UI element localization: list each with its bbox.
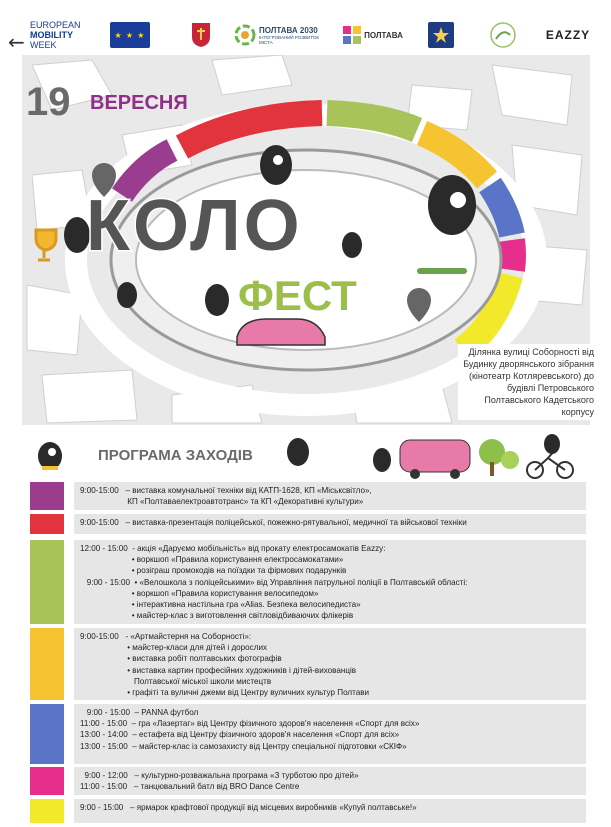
program-row [30,540,586,624]
bicycle-icon [527,434,573,478]
ring-segment-pink [512,240,513,270]
program-line: • майстер-класи для дітей і дорослих [80,643,268,653]
program-color-swatch [30,628,64,700]
program-line: 9:00-15:00 - «Артмайстерня на Соборності»: [80,632,252,641]
mascot-flag-icon [30,434,70,474]
program-color-swatch [30,704,64,764]
program-row [30,514,586,534]
program-line: КП «Полтаваелектроавтотранс» та КП «Декоративні культури» [80,497,364,507]
program-row-text [74,767,586,795]
program-line: • інтерактивна настільна гра «Alias. Безпека велосипедиста» [80,600,361,610]
program-row-text [74,540,586,624]
program-row [30,704,586,764]
event-date-month: ВЕРЕСНЯ [90,92,188,114]
program-title: ПРОГРАМА ЗАХОДІВ [98,447,253,464]
poltava-brand-text: ПОЛТАВА [364,30,403,40]
emw-line-2: MOBILITY [30,30,73,40]
program-color-swatch [30,514,64,534]
program-line: • розіграш промокодів на поїздки та фірмових подарунків [80,566,347,576]
event-date-day: 19 [26,80,71,124]
festival-title: КОЛО [86,186,303,266]
emw-line-3: WEEK [30,40,57,50]
poltava-2030-subtitle: ІНТЕГРОВАНИЙ РОЗВИТОК МІСТА [259,34,319,45]
program-color-swatch [30,799,64,823]
program-row-text [74,704,586,764]
festival-subtitle: ФЕСТ [238,272,357,319]
program-row-text [74,628,586,700]
program-line: 9:00 - 15:00 – PANNA футбол [80,708,199,717]
program-line: 11:00 - 15:00 – танцювальний батл від BRO Dance Centre [80,782,300,792]
program-line: 9:00-15:00 – виставка комунальної техніки від КАТП-1628, КП «Міськсвітло», [80,486,372,495]
poltava-crest-icon [190,22,212,48]
poltava-2030-logo [234,22,326,48]
program-line: 9:00 - 12:00 – культурно-розважальна програма «З турботою про дітей» [80,771,359,780]
eu-flag-icon: ★ ★ ★ [110,22,150,48]
program-line: 9:00-15:00 – виставка-презентація поліцейської, пожежно-рятувальної, медичної та військової техніки [80,518,467,527]
program-color-swatch [30,767,64,795]
truck-icon [400,440,470,479]
program-row-text [74,799,586,823]
back-arrow-icon[interactable]: ← [8,30,25,54]
program-line: 13:00 - 15:00 – майстер-клас із самозахисту від Центру спеціальної підготовки «СКІФ» [80,741,407,751]
program-line: 11:00 - 15:00 – гра «Лазертаг» від Центру фізичного здоров'я населення «Спорт для всіх» [80,719,420,729]
poltava-2030-title: ПОЛТАВА 2030 [259,25,318,35]
emw-line-1: EUROPEAN [30,20,81,30]
program-line: • виставка картин професійних художників і дітей-вихованців [80,665,357,675]
program-line: • майстер-клас з виготовлення світловідбиваючих флікерів [80,611,354,621]
european-mobility-week-logo [30,20,81,50]
program-row-text [74,514,586,534]
program-line: 9:00 - 15:00 – ярмарок крафтової продукції від місцевих виробників «Купуй полтавське!» [80,803,417,812]
tree-icon [479,439,519,476]
program-row [30,482,586,510]
program-line: • воркшоп «Правила користування велосипедом» [80,588,319,598]
program-color-swatch [30,540,64,624]
program-row [30,628,586,700]
program-line: • виставка робіт полтавських фотографів [80,654,282,664]
poltava-brand-logo [338,22,408,48]
program-line: • графіті та вуличні джеми від Центру вуличних культур Полтави [80,688,370,698]
program-row [30,799,586,823]
car-icon [237,319,325,345]
program-row-text [74,482,586,510]
event-location: Ділянка вулиці Соборності від Будинку дворянського зібрання (кінотеатр Котляревського) до будівлі Петровського Полтавського Кадетського корпусу [458,344,598,420]
green-org-logo-icon [490,22,516,48]
program-line: 9:00 - 15:00 • «Велошкола з поліцейськими» від Управління патрульної поліції в Полтавській області: [80,577,468,587]
program-line: Полтавської міської школи мистецтв [80,676,272,686]
police-badge-icon [428,22,454,48]
program-line: 13:00 - 14:00 – естафета від Центру фізичного здоров'я населення «Спорт для всіх» [80,730,400,740]
program-line: • воркшоп «Правила користування електросамокатами» [80,555,344,565]
program-line: 12:00 - 15:00 - акція «Даруємо мобільність» від прокату електросамокатів Eazzy: [80,544,386,553]
program-color-swatch [30,482,64,510]
eazzy-logo: EAZZY [545,28,591,42]
program-row [30,767,586,795]
program-header-illustration [280,430,590,480]
